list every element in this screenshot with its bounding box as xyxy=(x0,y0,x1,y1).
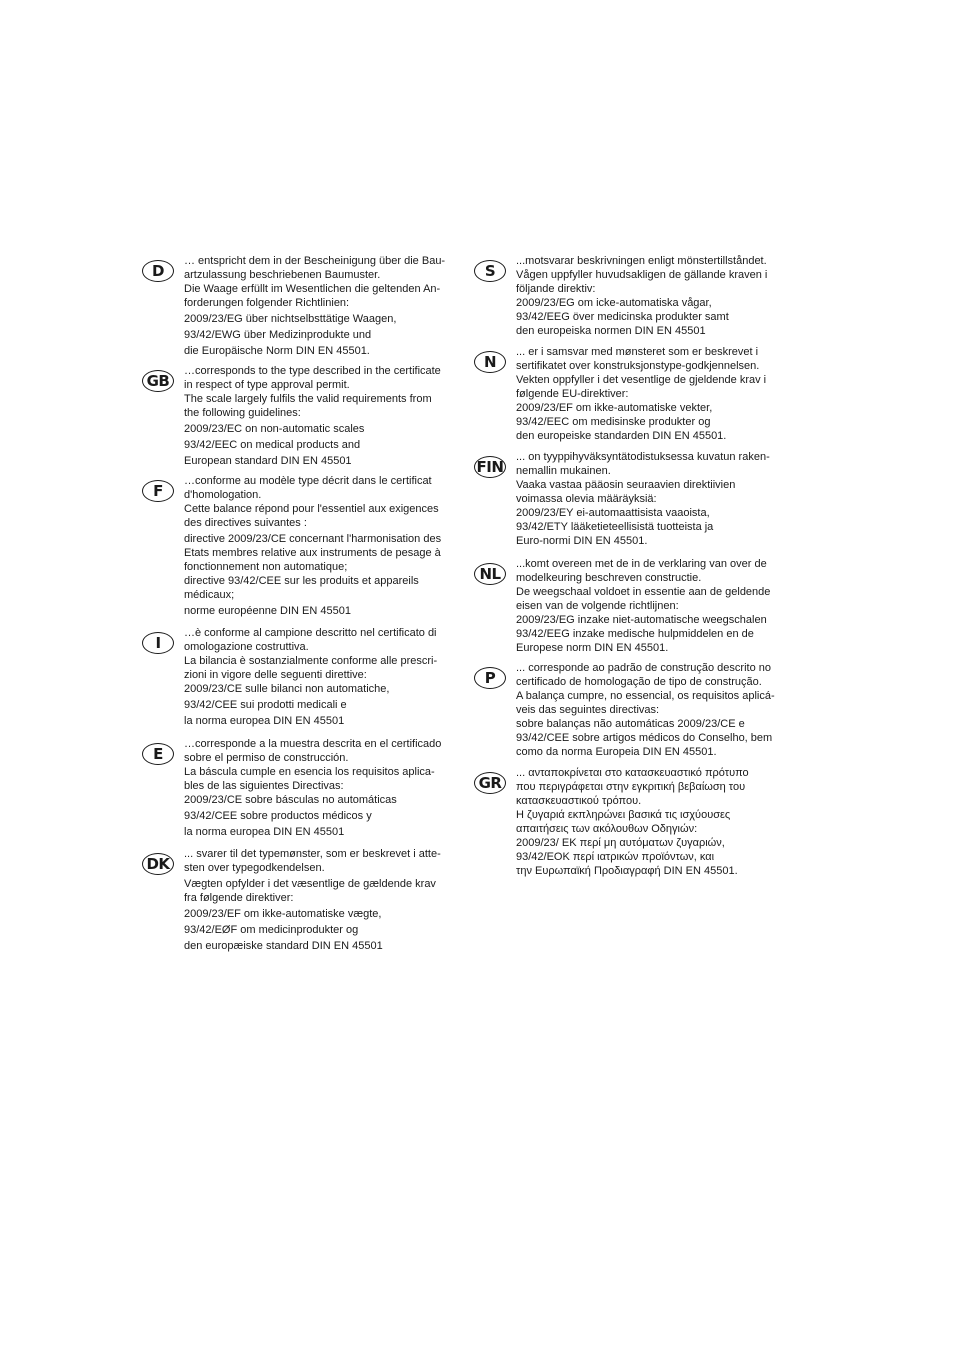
text-line: modelkeuring beschreven constructie. xyxy=(516,572,702,584)
lang-block-nl xyxy=(474,557,838,655)
lang-block-se xyxy=(474,254,838,338)
text-line: 93/42/CEE sobre productos médicos y xyxy=(184,810,372,822)
text-line: κατασκευαστικού τρόπου. xyxy=(516,795,642,807)
language-badge-gr: GR xyxy=(474,772,506,794)
text-line: fra følgende direktiver: xyxy=(184,892,294,904)
text-line: den europeiska normen DIN EN 45501 xyxy=(516,325,706,337)
text-line: sten over typegodkendelsen. xyxy=(184,862,325,874)
language-badge-nl: NL xyxy=(474,563,506,585)
text-line: …è conforme al campione descritto nel certificato di xyxy=(184,627,437,639)
text-line: ... ανταποκρίνεται στο κατασκευαστικό πρότυπο xyxy=(516,767,749,779)
text-line: Die Waage erfüllt im Wesentlichen die geltenden An- xyxy=(184,283,441,295)
text-line: fonctionnement non automatique; xyxy=(184,561,348,573)
text-line: 2009/23/CE sulle bilanci non automatiche, xyxy=(184,683,390,695)
text-line: veis das seguintes directivas: xyxy=(516,704,660,716)
text-line: 93/42/EWG über Medizinprodukte und xyxy=(184,329,372,341)
conformity-text-de xyxy=(184,254,506,358)
text-line: 2009/23/EG inzake niet-automatische weegschalen xyxy=(516,614,767,626)
text-line: European standard DIN EN 45501 xyxy=(184,455,352,467)
conformity-text-nl xyxy=(516,557,838,655)
text-line: zioni in vigore delle seguenti direttive: xyxy=(184,669,367,681)
conformity-text-gb xyxy=(184,364,506,468)
text-line: A balança cumpre, no essencial, os requisitos aplicá- xyxy=(516,690,775,702)
lang-block-dk xyxy=(142,847,506,953)
text-line: den europæiske standard DIN EN 45501 xyxy=(184,940,383,952)
conformity-text-dk xyxy=(184,847,506,953)
text-line: 93/42/EØF om medicinprodukter og xyxy=(184,924,359,936)
text-line: omologazione costruttiva. xyxy=(184,641,309,653)
text-line: voimassa olevia määräyksiä: xyxy=(516,493,657,505)
text-line: la norma europea DIN EN 45501 xyxy=(184,715,345,727)
text-line: 2009/23/EG über nichtselbsttätige Waagen, xyxy=(184,313,397,325)
text-line: artzulassung beschriebenen Baumuster. xyxy=(184,269,381,281)
text-line: ... svarer til det typemønster, som er beskrevet i atte- xyxy=(184,848,441,860)
text-line: Vågen uppfyller huvudsakligen de gällande kraven i xyxy=(516,269,768,281)
lang-block-gb xyxy=(142,364,506,468)
text-line: følgende EU-direktiver: xyxy=(516,388,629,400)
lang-block-fr xyxy=(142,474,506,618)
text-line: sobre el permiso de construcción. xyxy=(184,752,349,764)
language-badge-es: E xyxy=(142,743,174,765)
text-line: la norma europea DIN EN 45501 xyxy=(184,826,345,838)
text-line: …corresponds to the type described in the certificate xyxy=(184,365,441,377)
conformity-text-pt xyxy=(516,661,838,759)
lang-block-de xyxy=(142,254,506,358)
text-line: Η ζυγαριά εκπληρώνει βασικά τις ισχύουσες xyxy=(516,809,731,821)
language-badge-fr: F xyxy=(142,480,174,502)
text-line: 2009/23/EF om ikke-automatiske vekter, xyxy=(516,402,713,414)
text-line: como da norma Europeia DIN EN 45501. xyxy=(516,746,717,758)
text-line: 93/42/ETY lääketieteellisistä tuotteista ja xyxy=(516,521,714,533)
text-line: eisen van de volgende richtlijnen: xyxy=(516,600,679,612)
text-line: Vaaka vastaa pääosin seuraavien direktiivien xyxy=(516,479,736,491)
text-line: directive 93/42/CEE sur les produits et appareils xyxy=(184,575,419,587)
text-line: 93/42/EEC on medical products and xyxy=(184,439,361,451)
conformity-text-fr xyxy=(184,474,506,618)
lang-block-no xyxy=(474,345,838,443)
text-line: … entspricht dem in der Bescheinigung über die Bau- xyxy=(184,255,446,267)
text-line: 93/42/EEC om medisinske produkter og xyxy=(516,416,711,428)
text-line: médicaux; xyxy=(184,589,235,601)
text-line: certificado de homologação de tipo de construção. xyxy=(516,676,762,688)
text-line: den europeiske standarden DIN EN 45501. xyxy=(516,430,727,442)
text-line: sobre balanças não automáticas 2009/23/CE e xyxy=(516,718,745,730)
text-line: des directives suivantes : xyxy=(184,517,307,529)
lang-block-es xyxy=(142,737,506,839)
text-line: Europese norm DIN EN 45501. xyxy=(516,642,669,654)
text-line: De weegschaal voldoet in essentie aan de geldende xyxy=(516,586,771,598)
text-line: Vægten opfylder i det væsentlige de gældende krav xyxy=(184,878,436,890)
text-line: 2009/23/EF om ikke-automatiske vægte, xyxy=(184,908,382,920)
text-line: in respect of type approval permit. xyxy=(184,379,350,391)
text-line: Euro-normi DIN EN 45501. xyxy=(516,535,648,547)
text-line: 2009/23/CE sobre básculas no automáticas xyxy=(184,794,397,806)
text-line: …corresponde a la muestra descrita en el certificado xyxy=(184,738,442,750)
text-line: nemallin mukainen. xyxy=(516,465,611,477)
lang-block-pt xyxy=(474,661,838,759)
text-line: The scale largely fulfils the valid requirements from xyxy=(184,393,432,405)
lang-block-fi xyxy=(474,450,838,548)
text-line: …conforme au modèle type décrit dans le certificat xyxy=(184,475,432,487)
text-line: sertifikatet over konstruksjonstype-godkjennelsen. xyxy=(516,360,760,372)
text-line: följande direktiv: xyxy=(516,283,596,295)
text-line: απαιτήσεις των ακόλουθων Οδηγιών: xyxy=(516,823,698,835)
text-line: bles de las siguientes Directivas: xyxy=(184,780,344,792)
text-line: 93/42/CEE sobre artigos médicos do Conselho, bem xyxy=(516,732,773,744)
text-line: 2009/23/EG om icke-automatiska vågar, xyxy=(516,297,712,309)
conformity-text-gr xyxy=(516,766,838,878)
conformity-text-no xyxy=(516,345,838,443)
conformity-text-fi xyxy=(516,450,838,548)
text-line: die Europäische Norm DIN EN 45501. xyxy=(184,345,370,357)
text-line: 2009/23/EC on non-automatic scales xyxy=(184,423,365,435)
text-line: ... on tyyppihyväksyntätodistuksessa kuvatun raken- xyxy=(516,451,770,463)
conformity-text-es xyxy=(184,737,506,839)
text-line: La báscula cumple en esencia los requisitos aplica- xyxy=(184,766,435,778)
lang-block-gr xyxy=(474,766,838,878)
text-line: που περιγράφεται στην εγκριτική βεβαίωση του xyxy=(516,781,746,793)
language-badge-gb: GB xyxy=(142,370,174,392)
text-line: 93/42/ΕΟΚ περί ιατρικών προϊόντων, και xyxy=(516,851,715,863)
text-line: 93/42/EEG inzake medische hulpmiddelen en de xyxy=(516,628,754,640)
lang-block-it xyxy=(142,626,506,728)
language-badge-it: I xyxy=(142,632,174,654)
text-line: directive 2009/23/CE concernant l'harmonisation des xyxy=(184,533,442,545)
text-line: forderungen folgender Richtlinien: xyxy=(184,297,350,309)
language-badge-fi: FIN xyxy=(474,456,506,478)
language-badge-pt: P xyxy=(474,667,506,689)
text-line: the following guidelines: xyxy=(184,407,301,419)
text-line: 2009/23/EY ei-automaattisista vaaoista, xyxy=(516,507,710,519)
text-line: Cette balance répond pour l'essentiel aux exigences xyxy=(184,503,439,515)
text-line: ... corresponde ao padrão de construção descrito no xyxy=(516,662,771,674)
conformity-text-it xyxy=(184,626,506,728)
text-line: ...komt overeen met de in de verklaring van over de xyxy=(516,558,767,570)
text-line: 93/42/EEG över medicinska produkter samt xyxy=(516,311,729,323)
text-line: 93/42/CEE sui prodotti medicali e xyxy=(184,699,347,711)
language-badge-se: S xyxy=(474,260,506,282)
text-line: Etats membres relative aux instruments de pesage à xyxy=(184,547,441,559)
text-line: 2009/23/ ΕΚ περί μη αυτόματων ζυγαριών, xyxy=(516,837,725,849)
text-line: d'homologation. xyxy=(184,489,262,501)
language-badge-no: N xyxy=(474,351,506,373)
text-line: ... er i samsvar med mønsteret som er beskrevet i xyxy=(516,346,759,358)
language-badge-dk: DK xyxy=(142,853,174,875)
text-line: ...motsvarar beskrivningen enligt mönstertillståndet. xyxy=(516,255,767,267)
text-line: norme européenne DIN EN 45501 xyxy=(184,605,351,617)
conformity-text-se xyxy=(516,254,838,338)
text-line: Vekten oppfyller i det vesentlige de gjeldende krav i xyxy=(516,374,767,386)
text-line: La bilancia è sostanzialmente conforme alle prescri- xyxy=(184,655,438,667)
language-badge-de: D xyxy=(142,260,174,282)
text-line: την Ευρωπαϊκή Προδιαγραφή DIN EN 45501. xyxy=(516,865,738,877)
